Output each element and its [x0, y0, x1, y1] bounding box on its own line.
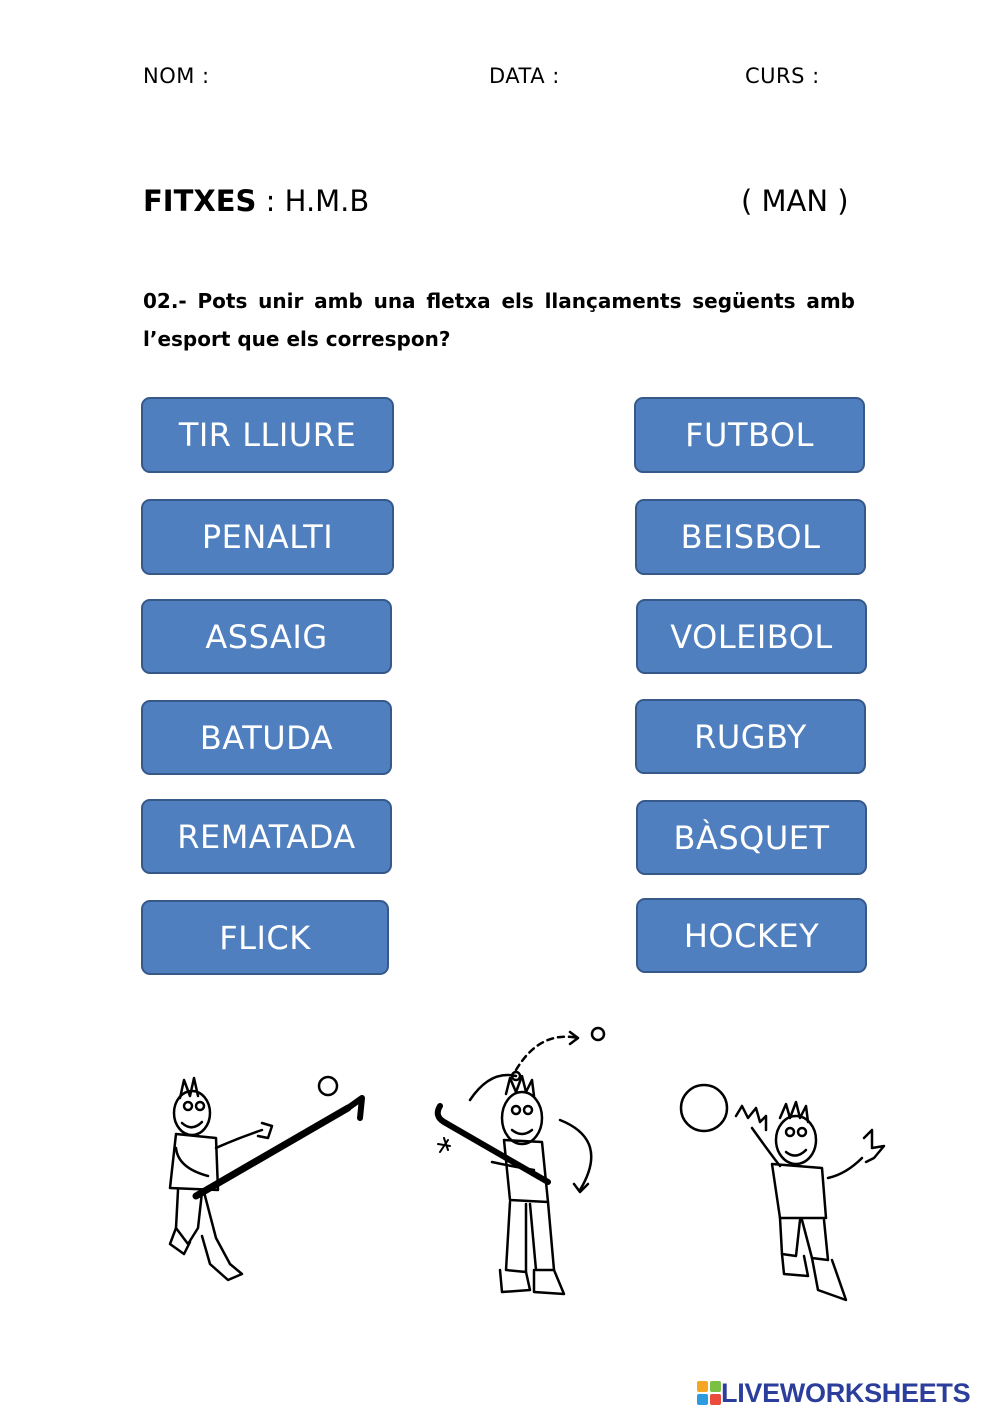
instruction-text: 02.- Pots unir amb una fletxa els llançaments següents amb l’esport que els correspon? [143, 289, 855, 351]
sport-box-voleibol[interactable]: VOLEIBOL [636, 599, 867, 674]
sport-box-hockey[interactable]: HOCKEY [636, 898, 867, 973]
title-code: : H.M.B [256, 184, 370, 218]
throw-box-batuda[interactable]: BATUDA [141, 700, 392, 775]
sport-box-basquet[interactable]: BÀSQUET [636, 800, 867, 875]
sport-box-rugby[interactable]: RUGBY [635, 699, 866, 774]
baseball-player-illustration [430, 1020, 630, 1310]
title-prefix: FITXES [143, 184, 257, 218]
liveworksheets-logo-text: LIVEWORKSHEETS [721, 1377, 971, 1408]
throw-box-tir-lliure[interactable]: TIR LLIURE [141, 397, 394, 473]
worksheet-title [143, 184, 369, 218]
throw-box-rematada[interactable]: REMATADA [141, 799, 392, 874]
course-label: CURS : [745, 64, 820, 88]
sport-box-beisbol[interactable]: BEISBOL [635, 499, 866, 575]
sport-box-futbol[interactable]: FUTBOL [634, 397, 865, 473]
hockey-player-illustration [158, 1068, 378, 1288]
throw-box-flick[interactable]: FLICK [141, 900, 389, 975]
throw-box-assaig[interactable]: ASSAIG [141, 599, 392, 674]
liveworksheets-logo-icon [697, 1381, 721, 1405]
volleyball-player-illustration [676, 1078, 896, 1308]
title-tag: ( MAN ) [741, 184, 849, 218]
throw-box-penalti[interactable]: PENALTI [141, 499, 394, 575]
date-label: DATA : [489, 64, 560, 88]
liveworksheets-logo [697, 1378, 970, 1408]
name-label: NOM : [143, 64, 210, 88]
